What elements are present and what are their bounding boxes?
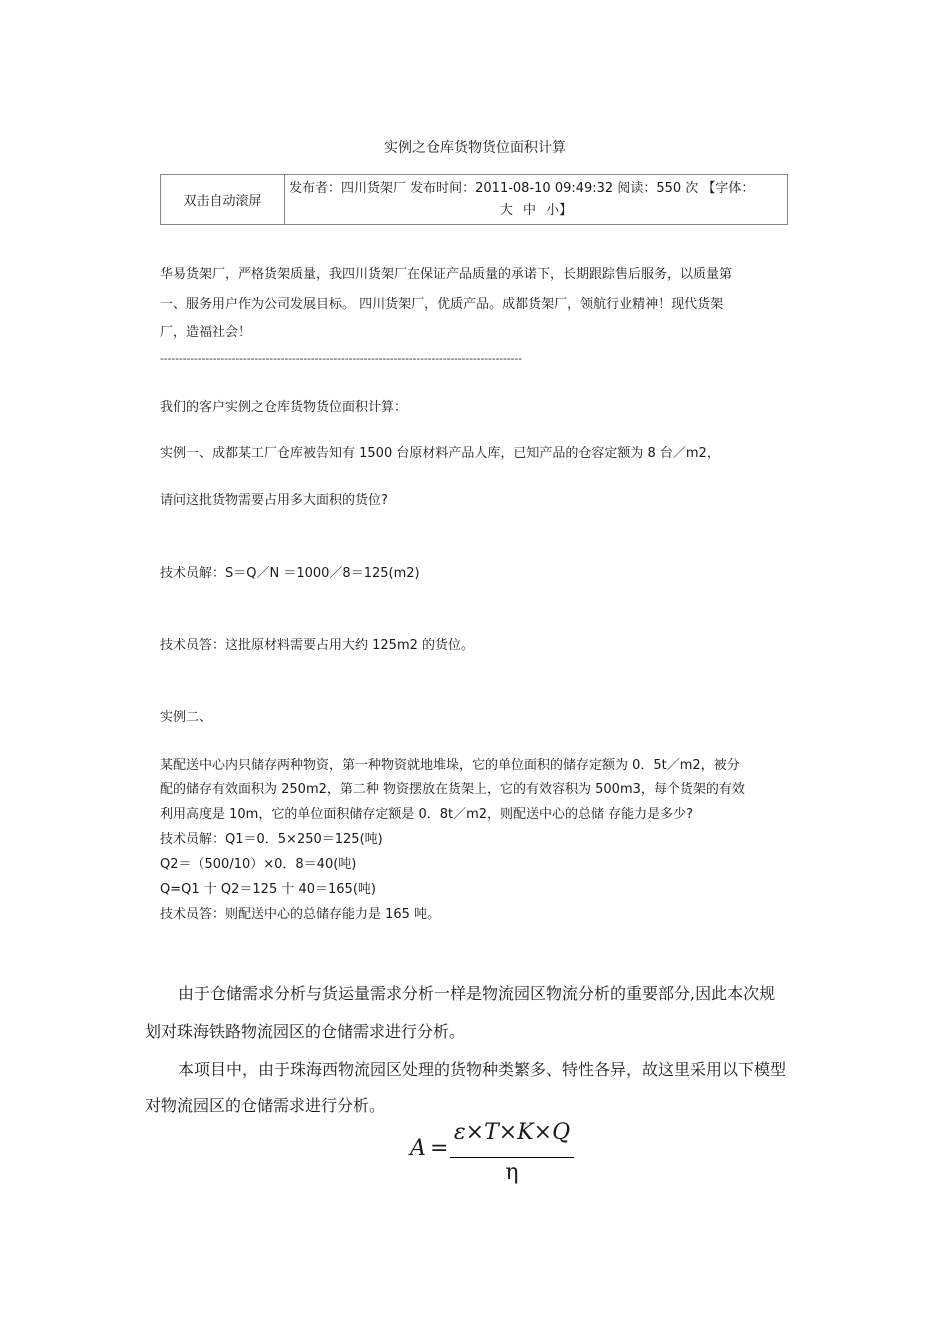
formula-lhs: A	[410, 1136, 426, 1161]
case1-solution: 技术员解：S＝Q／N ＝1000／8＝125(m2)	[160, 566, 420, 581]
article-meta-line: 发布者：四川货架厂 发布时间：2011-08-10 09:49:32 阅读：550 次 【字体：	[289, 181, 755, 196]
font-size-options	[289, 200, 783, 222]
font-size-medium-link[interactable]: 中	[522, 203, 536, 218]
case1-line-1: 实例一、成都某工厂仓库被告知有 1500 台原材料产品人库，已知产品的仓容定额为 8 台／m2，	[160, 446, 720, 461]
case2-line-7: 技术员答：则配送中心的总储存能力是 165 吨。	[160, 907, 441, 922]
storage-demand-formula	[410, 1120, 580, 1185]
case1-line-2: 请问这批货物需要占用多大面积的货位?	[160, 493, 388, 508]
font-size-large-link[interactable]: 大	[499, 203, 513, 218]
intro-line-3: 厂，造福社会！	[160, 325, 252, 340]
intro-line-2: 一、服务用户作为公司发展目标。 四川货架厂，优质产品。成都货架厂，领航行业精神！现代货架	[160, 297, 724, 312]
case2-line-6: Q=Q1 十 Q2＝125 十 40＝165(吨)	[160, 882, 376, 897]
formula-denominator: η	[505, 1160, 519, 1185]
auto-scroll-cell[interactable]: 双击自动滚屏	[161, 175, 285, 224]
case2-line-4: 技术员解：Q1＝0．5×250＝125(吨)	[160, 832, 383, 847]
case2-line-5: Q2＝（500/10）×0．8＝40(吨)	[160, 857, 357, 872]
article-meta-cell	[285, 175, 787, 224]
case2-heading: 实例二、	[160, 710, 213, 725]
analysis-p2-line-1: 本项目中，由于珠海西物流园区处理的货物种类繁多、特性各异，故这里采用以下模型	[178, 1060, 787, 1079]
analysis-p1-line-2: 划对珠海铁路物流园区的仓储需求进行分析。	[145, 1022, 466, 1041]
case1-answer: 技术员答：这批原材料需要占用大约 125m2 的货位。	[160, 638, 475, 653]
case2-line-2: 配的储存有效面积为 250m2，第二种 物资摆放在货架上，它的有效容积为 500m3，每个货架的有效	[160, 782, 745, 797]
fraction-bar	[450, 1157, 574, 1158]
case2-line-1: 某配送中心内只储存两种物资，第一种物资就地堆垛，它的单位面积的储存定额为 0．5t／m2，被分	[160, 758, 740, 773]
case2-line-3: 利用高度是 10m，它的单位面积储存定额是 0．8t／m2，则配送中心的总储 存能力是多少?	[160, 807, 694, 822]
formula-numerator: ε×T×K×Q	[453, 1120, 571, 1145]
analysis-p2-line-2: 对物流园区的仓储需求进行分析。	[145, 1096, 386, 1115]
article-info-table	[160, 174, 788, 225]
font-size-small-link[interactable]: 小】	[546, 203, 573, 218]
lead-text: 我们的客户实例之仓库货物货位面积计算：	[160, 400, 408, 415]
analysis-p1-line-1: 由于仓储需求分析与货运量需求分析一样是物流园区物流分析的重要部分,因此本次规	[178, 984, 776, 1003]
formula-equals: =	[430, 1136, 449, 1161]
page-title: 实例之仓库货物货位面积计算	[384, 140, 566, 156]
intro-line-1: 华易货架厂，严格货架质量，我四川货架厂在保证产品质量的承诺下，长期跟踪售后服务，以质量第	[160, 267, 733, 282]
dashed-divider: ------------------------------------------------------------------------------------------------	[160, 352, 522, 365]
